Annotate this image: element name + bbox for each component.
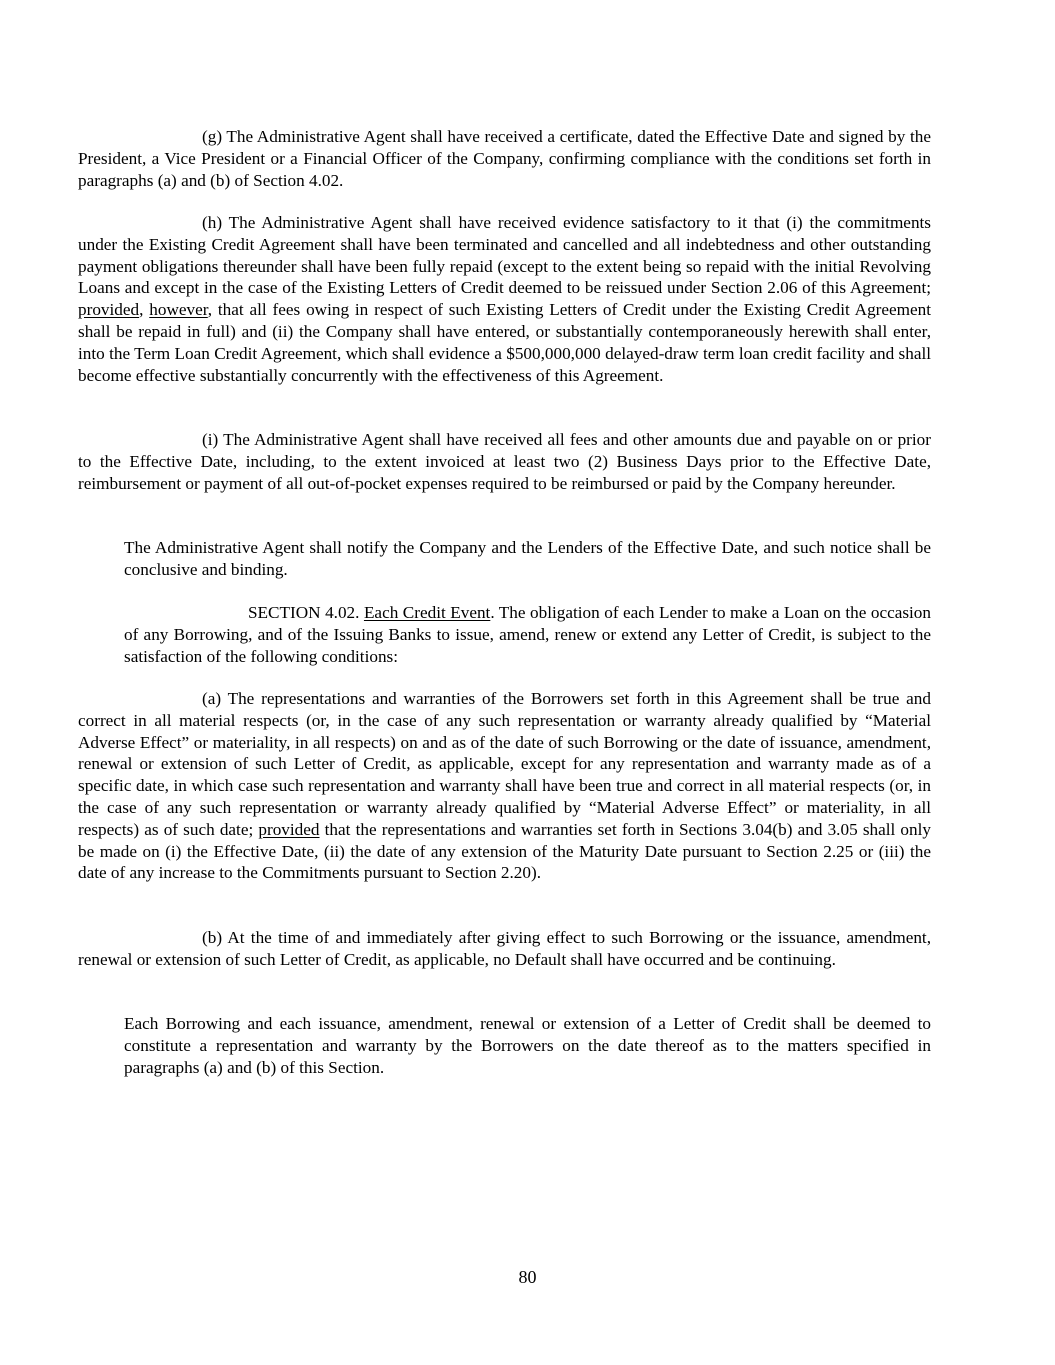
page-number: 80 (518, 1267, 537, 1287)
paragraph-i-text: (i) The Administrative Agent shall have received all fees and other amounts due and payable on or prior to the Effective Date, including, to the extent invoiced at least two (2) Business Days prior to the Effective Date, reimbursement or payment of all out-of-pocket expenses required to be reimbursed or paid by the Company hereunder. (78, 430, 931, 493)
provided-term-a: provided (258, 819, 320, 839)
closing-text: Each Borrowing and each issuance, amendment, renewal or extension of a Letter of Credit shall be deemed to constitute a representation and warranty by the Borrowers on the date thereof as to the matters specified in paragraphs (a) and (b) of this Section. (124, 1014, 931, 1077)
paragraph-a-text-after: that the representations and warranties set forth in Sections 3.04(b) and 3.05 shall only be made on (i) the Effective Date, (ii) the date of any extension of the Maturity Date pursuant to Section 2.25 or (iii) the date of any increase to the Commitments pursuant to Section 2.20). (78, 819, 931, 883)
however-term: however (149, 300, 208, 320)
paragraph-h (78, 212, 931, 386)
section-4-02-text: . The obligation of each Lender to make a Loan on the occasion of any Borrowing, and of the Issuing Banks to issue, amend, renew or extend any Letter of Credit, is subject to the satisfaction of the following conditions: (124, 603, 931, 666)
section-4-02-label: SECTION 4.02. (248, 603, 364, 622)
provided-term: provided (78, 300, 140, 320)
paragraph-b (78, 927, 931, 971)
closing-paragraph (124, 1013, 931, 1078)
notice-text: The Administrative Agent shall notify the Company and the Lenders of the Effective Date, and such notice shall be conclusive and binding. (124, 538, 931, 579)
paragraph-h-text-before: (h) The Administrative Agent shall have received evidence satisfactory to it that (i) the commitments under the Existing Credit Agreement shall have been terminated and cancelled and all indebtedness and other outstanding payment obligations thereunder shall have been fully repaid (except to the extent being so repaid with the initial Revolving Loans and except in the case of the Existing Letters of Credit deemed to be reissued under Section 2.06 of this Agreement; (78, 213, 931, 298)
paragraph-h-comma: , (139, 300, 150, 320)
paragraph-g-text: (g) The Administrative Agent shall have received a certificate, dated the Effective Date and signed by the President, a Vice President or a Financial Officer of the Company, confirming compliance with the conditions set forth in paragraphs (a) and (b) of Section 4.02. (78, 127, 931, 190)
paragraph-h-text-after: , that all fees owing in respect of such Existing Letters of Credit under the Existing Credit Agreement shall be repaid in full) and (ii) the Company shall have entered, or substantially contemporaneously herewith shall enter, into the Term Loan Credit Agreement, which shall evidence a $500,000,000 delayed-draw term loan credit facility and shall become effective substantially concurrently with the effectiveness of this Agreement. (78, 300, 932, 385)
paragraph-a-text-before: (a) The representations and warranties of the Borrowers set forth in this Agreement shall be true and correct in all material respects (or, in the case of any such representation or warranty already qualified by “Material Adverse Effect” or materiality, in all respects) on and as of the date of such Borrowing or the date of issuance, amendment, renewal or extension of such Letter of Credit, as applicable, except for any representation and warranty made as of a specific date, in which case such representation and warranty shall have been true and correct in all material respects (or, in the case of any such representation or warranty already qualified by “Material Adverse Effect” or materiality, in all respects) as of such date; (78, 689, 931, 839)
paragraph-g (78, 126, 931, 191)
paragraph-b-text: (b) At the time of and immediately after giving effect to such Borrowing or the issuance, amendment, renewal or extension of such Letter of Credit, as applicable, no Default shall have occurred and be continuing. (78, 928, 931, 969)
paragraph-i (78, 429, 931, 494)
notice-paragraph (124, 537, 931, 581)
section-4-02-paragraph (124, 602, 931, 667)
paragraph-a (78, 688, 931, 884)
section-4-02-title: Each Credit Event (363, 603, 491, 622)
